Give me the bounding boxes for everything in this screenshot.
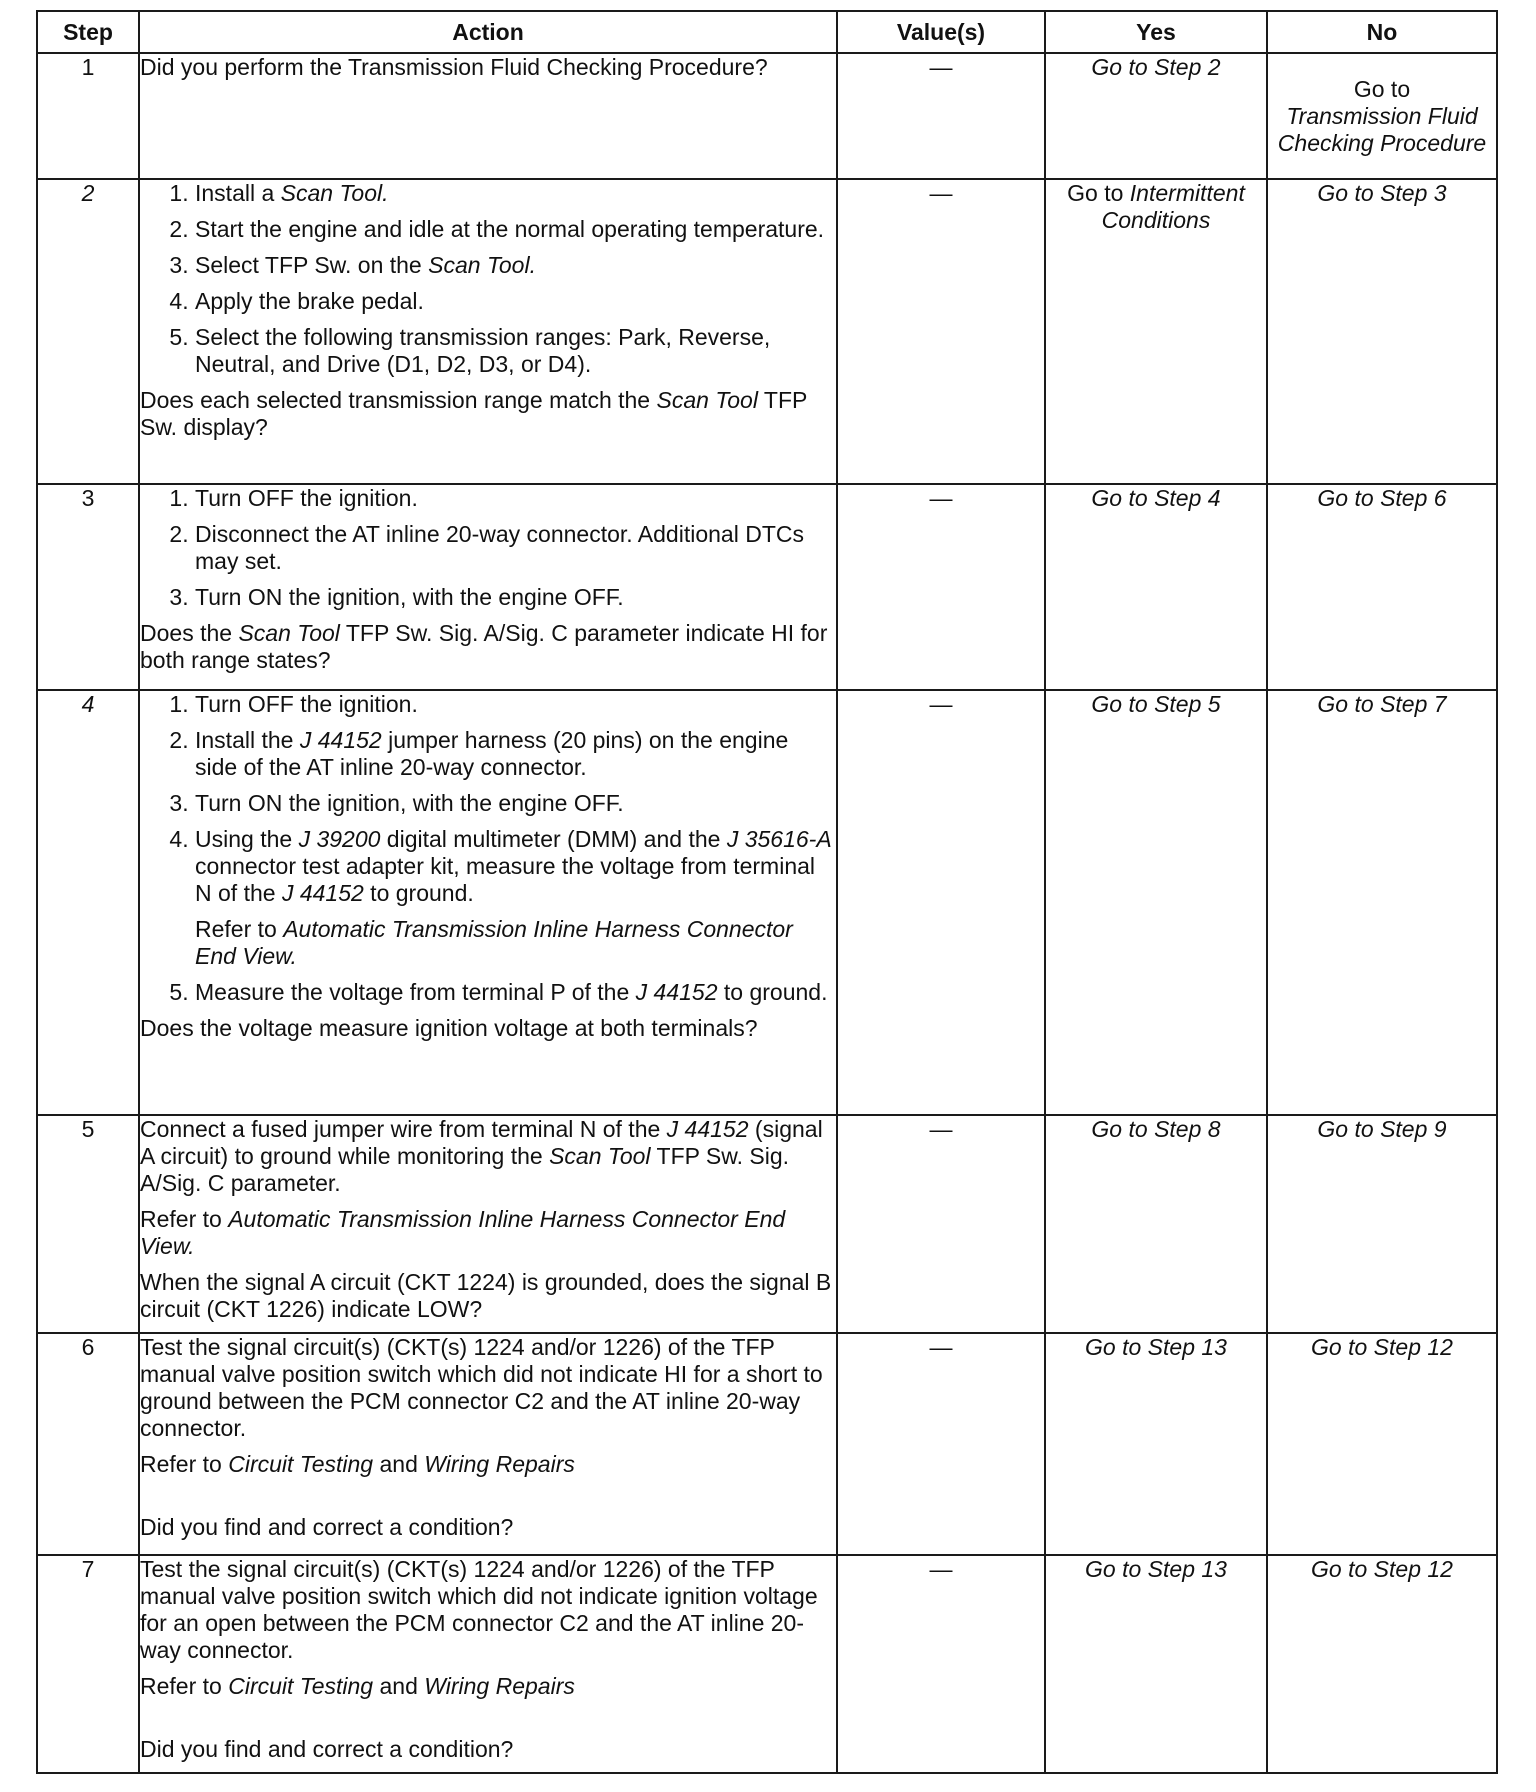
yes-link[interactable]: Intermittent Conditions xyxy=(1101,180,1245,233)
no-link[interactable]: Go to Step 6 xyxy=(1317,485,1447,511)
table-row-step-1 xyxy=(37,53,1497,179)
value-cell: — xyxy=(837,53,1045,179)
table-row-step-7 xyxy=(37,1555,1497,1773)
no-cell xyxy=(1267,1115,1497,1333)
action-step: 1. Turn OFF the ignition. xyxy=(195,691,836,718)
no-link[interactable]: Go to Step 3 xyxy=(1317,180,1447,206)
yes-link[interactable]: Go to Step 2 xyxy=(1091,54,1221,80)
yes-cell xyxy=(1045,1555,1267,1773)
table-row-step-6 xyxy=(37,1333,1497,1555)
reference-link[interactable]: Circuit Testing xyxy=(228,1451,374,1477)
yes-link[interactable]: Go to Step 4 xyxy=(1091,485,1221,511)
no-prefix: Go to xyxy=(1353,75,1411,102)
no-cell xyxy=(1267,484,1497,690)
diagnostic-table xyxy=(36,10,1498,1774)
action-step: 3. Turn ON the ignition, with the engine OFF. xyxy=(195,584,836,611)
yes-link[interactable]: Go to Step 13 xyxy=(1085,1334,1227,1360)
reference-link[interactable]: Automatic Transmission Inline Harness Connector End View. xyxy=(195,916,793,969)
header-action: Action xyxy=(139,11,837,53)
action-reference: Refer to Circuit Testing and Wiring Repairs xyxy=(140,1451,575,1477)
action-cell xyxy=(139,484,837,690)
step-number: 2 xyxy=(37,179,139,484)
action-question: Does the Scan Tool TFP Sw. Sig. A/Sig. C parameter indicate HI for both range states? xyxy=(140,620,828,673)
action-step: 2. Start the engine and idle at the normal operating temperature. xyxy=(195,216,836,243)
header-yes: Yes xyxy=(1045,11,1267,53)
action-question: Did you perform the Transmission Fluid Checking Procedure? xyxy=(140,54,768,80)
yes-cell xyxy=(1045,179,1267,484)
table-header-row xyxy=(37,11,1497,53)
action-step: 3. Turn ON the ignition, with the engine OFF. xyxy=(195,790,836,817)
reference-link[interactable]: Wiring Repairs xyxy=(424,1673,575,1699)
value-cell: — xyxy=(837,179,1045,484)
step-number: 5 xyxy=(37,1115,139,1333)
reference-link[interactable]: Automatic Transmission Inline Harness Connector End View. xyxy=(140,1206,786,1259)
yes-link[interactable]: Go to Step 8 xyxy=(1091,1116,1221,1142)
yes-cell xyxy=(1045,484,1267,690)
action-step: 2. Disconnect the AT inline 20-way connector. Additional DTCs may set. xyxy=(195,521,836,575)
action-cell xyxy=(139,1555,837,1773)
no-cell xyxy=(1267,690,1497,1115)
action-reference: Refer to Automatic Transmission Inline Harness Connector End View. xyxy=(140,1206,786,1259)
action-reference: Refer to Automatic Transmission Inline Harness Connector End View. xyxy=(195,916,793,969)
step-number: 1 xyxy=(37,53,139,179)
action-step: 1. Turn OFF the ignition. xyxy=(195,485,836,512)
action-cell xyxy=(139,179,837,484)
action-cell xyxy=(139,690,837,1115)
yes-link[interactable]: Go to Step 13 xyxy=(1085,1556,1227,1582)
step-number: 6 xyxy=(37,1333,139,1555)
value-cell: — xyxy=(837,484,1045,690)
step-number: 7 xyxy=(37,1555,139,1773)
action-instruction: Connect a fused jumper wire from terminal N of the J 44152 (signal A circuit) to ground while monitoring the Scan Tool TFP Sw. Sig. A/Sig. C parameter. xyxy=(140,1116,823,1196)
header-no: No xyxy=(1267,11,1497,53)
action-cell xyxy=(139,1115,837,1333)
action-instruction: Test the signal circuit(s) (CKT(s) 1224 and/or 1226) of the TFP manual valve position switch which did not indicate ignition voltage for an open between the PCM connector C2 and the AT inline 20-way connector. xyxy=(140,1556,818,1663)
table-row-step-2 xyxy=(37,179,1497,484)
no-cell xyxy=(1267,1555,1497,1773)
step-number: 4 xyxy=(37,690,139,1115)
action-instruction: Test the signal circuit(s) (CKT(s) 1224 and/or 1226) of the TFP manual valve position switch which did not indicate HI for a short to ground between the PCM connector C2 and the AT inline 20-way connector. xyxy=(140,1334,823,1441)
step-number: 3 xyxy=(37,484,139,690)
yes-cell xyxy=(1045,1333,1267,1555)
action-steps-list xyxy=(140,485,836,611)
action-cell xyxy=(139,53,837,179)
table-row-step-5 xyxy=(37,1115,1497,1333)
no-link[interactable]: Go to Step 12 xyxy=(1311,1556,1453,1582)
action-step: 5. Measure the voltage from terminal P of the J 44152 to ground. xyxy=(195,979,836,1006)
action-steps-list xyxy=(140,180,836,378)
no-cell xyxy=(1267,1333,1497,1555)
table-row-step-3 xyxy=(37,484,1497,690)
no-link[interactable]: Go to Step 12 xyxy=(1311,1334,1453,1360)
value-cell: — xyxy=(837,1115,1045,1333)
reference-link[interactable]: Wiring Repairs xyxy=(424,1451,575,1477)
action-step: 4. Apply the brake pedal. xyxy=(195,288,836,315)
action-steps-list xyxy=(140,691,836,1006)
no-link[interactable]: Transmission Fluid Checking Procedure xyxy=(1277,102,1487,156)
action-cell xyxy=(139,1333,837,1555)
yes-cell xyxy=(1045,690,1267,1115)
value-cell: — xyxy=(837,1333,1045,1555)
action-step: 2. Install the J 44152 jumper harness (20 pins) on the engine side of the AT inline 20-way connector. xyxy=(195,727,836,781)
value-cell: — xyxy=(837,690,1045,1115)
table-row-step-4 xyxy=(37,690,1497,1115)
action-question: Did you find and correct a condition? xyxy=(140,1514,514,1540)
action-question: Does each selected transmission range match the Scan Tool TFP Sw. display? xyxy=(140,387,807,440)
yes-link[interactable]: Go to Step 5 xyxy=(1091,691,1221,717)
no-cell xyxy=(1267,179,1497,484)
action-reference: Refer to Circuit Testing and Wiring Repairs xyxy=(140,1673,575,1699)
action-step: 3. Select TFP Sw. on the Scan Tool. xyxy=(195,252,836,279)
value-cell: — xyxy=(837,1555,1045,1773)
action-step: 5. Select the following transmission ranges: Park, Reverse, Neutral, and Drive (D1, D2, D3, or D4). xyxy=(195,324,836,378)
no-link[interactable]: Go to Step 9 xyxy=(1317,1116,1447,1142)
action-question: When the signal A circuit (CKT 1224) is grounded, does the signal B circuit (CKT 1226) indicate LOW? xyxy=(140,1269,832,1322)
reference-link[interactable]: Circuit Testing xyxy=(228,1673,374,1699)
action-question: Did you find and correct a condition? xyxy=(140,1736,514,1762)
yes-cell xyxy=(1045,53,1267,179)
no-link[interactable]: Go to Step 7 xyxy=(1317,691,1447,717)
header-step: Step xyxy=(37,11,139,53)
action-step: 1. Install a Scan Tool. xyxy=(195,180,836,207)
yes-prefix: Go to xyxy=(1067,180,1130,206)
yes-cell xyxy=(1045,1115,1267,1333)
action-question: Does the voltage measure ignition voltage at both terminals? xyxy=(140,1015,758,1041)
action-step: 4. Using the J 39200 digital multimeter (DMM) and the J 35616-A connector test adapter kit, measure the voltage from terminal N of the J 44152 to ground. Refer to Automatic Transmission Inline Harness Connector End View. xyxy=(195,826,836,970)
header-values: Value(s) xyxy=(837,11,1045,53)
no-cell xyxy=(1267,53,1497,179)
